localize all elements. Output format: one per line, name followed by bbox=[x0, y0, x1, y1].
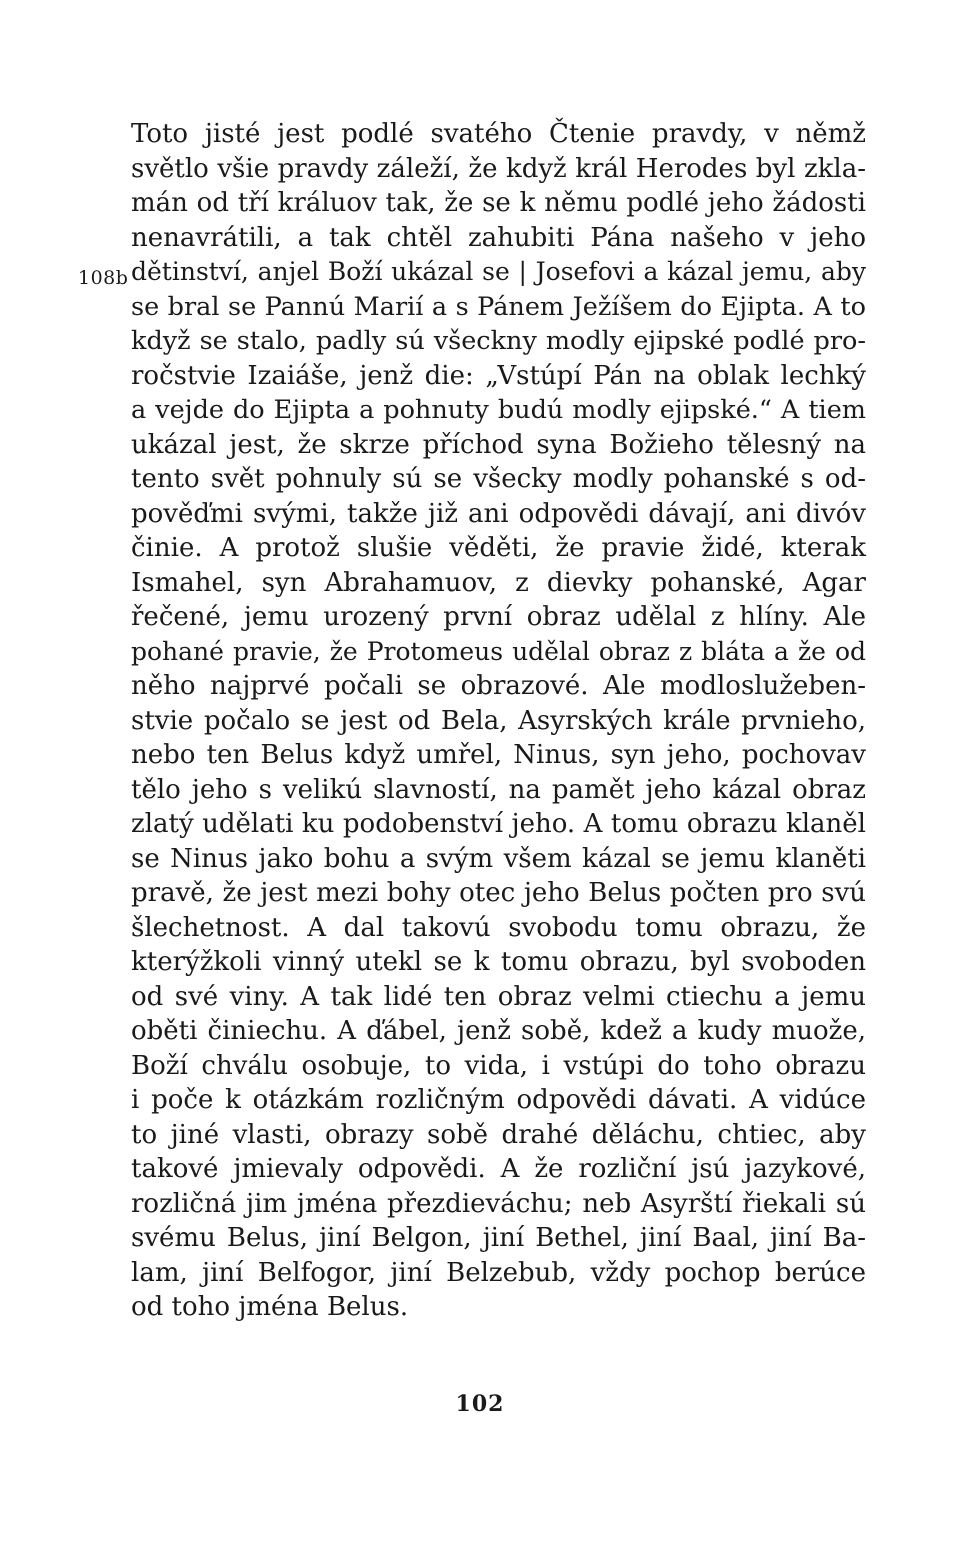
text-line: takové jmievaly odpovědi. A že rozliční jsú jazykové, bbox=[131, 1154, 866, 1184]
text-line: rozličná jim jména přezdieváchu; neb Asyrští řiekali sú bbox=[131, 1188, 866, 1219]
text-line: od toho jména Belus. bbox=[131, 1292, 409, 1322]
text-line: pohané pravie, že Protomeus udělal obraz z bláta a že od bbox=[131, 636, 866, 666]
text-line: tělo jeho s velikú slavností, na pamět jeho kázal obraz bbox=[131, 774, 866, 805]
text-line: ročstvie Izaiáše, jenž die: „Vstúpí Pán na oblak lechký bbox=[131, 360, 866, 391]
text-line: Boží chválu osobuje, to vida, i vstúpi do toho obrazu bbox=[131, 1050, 866, 1081]
text-line: něho najprvé počali se obrazové. Ale modloslužeben- bbox=[131, 671, 866, 701]
text-line: svému Belus, jiní Belgon, jiní Bethel, jiní Baal, jiní Ba- bbox=[131, 1223, 866, 1253]
text-line: Toto jisté jest podlé svatého Čtenie pravdy, v němž bbox=[131, 119, 866, 149]
text-line: tento svět pohnuly sú se všecky modly pohanské s od- bbox=[131, 464, 866, 494]
margin-folio-note: 108b bbox=[78, 267, 129, 289]
text-line: Ismahel, syn Abrahamuov, z dievky pohanské, Agar bbox=[131, 567, 866, 598]
text-line: nebo ten Belus když umřel, Ninus, syn jeho, pochovav bbox=[131, 740, 866, 770]
text-line: stvie počalo se jest od Bela, Asyrských krále prvnieho, bbox=[131, 705, 866, 736]
body-text bbox=[131, 117, 866, 1325]
text-line: šlechetnost. A dal takovú svobodu tomu obrazu, že bbox=[131, 912, 866, 943]
text-line: se bral se Pannú Marií a s Pánem Ježíšem do Ejipta. A to bbox=[131, 291, 866, 322]
text-line: světlo všie pravdy záleží, že když král Herodes byl zkla- bbox=[131, 153, 866, 184]
text-line: mán od tří králuov tak, že se k němu podlé jeho žádosti bbox=[131, 188, 866, 218]
text-line: i poče k otázkám rozličným odpovědi dávati. A vidúce bbox=[131, 1085, 866, 1115]
text-line: zlatý udělati ku podobenství jeho. A tomu obrazu klaněl bbox=[131, 809, 866, 839]
text-line: nenavrátili, a tak chtěl zahubiti Pána našeho v jeho bbox=[131, 222, 866, 253]
text-line: od své viny. A tak lidé ten obraz velmi ctiechu a jemu bbox=[131, 981, 866, 1012]
text-line: a vejde do Ejipta a pohnuty budú modly ejipské.“ A tiem bbox=[131, 395, 866, 425]
text-line: činie. A protož slušie věděti, že pravie židé, kterak bbox=[131, 533, 866, 563]
text-line: pravě, že jest mezi bohy otec jeho Belus počten pro svú bbox=[131, 878, 866, 908]
text-line: ukázal jest, že skrze příchod syna Božieho tělesný na bbox=[131, 429, 866, 460]
text-line: dětinství, anjel Boží ukázal se | Josefovi a kázal jemu, aby bbox=[131, 257, 866, 286]
text-line: řečené, jemu urozený první obraz udělal z hlíny. Ale bbox=[131, 602, 866, 632]
page-number: 102 bbox=[455, 1391, 505, 1417]
text-line: když se stalo, padly sú všeckny modly ejipské podlé pro- bbox=[131, 326, 866, 356]
text-line: to jiné vlasti, obrazy sobě drahé děláchu, chtiec, aby bbox=[131, 1119, 866, 1150]
text-line: oběti činiechu. A ďábel, jenž sobě, kdež a kudy muože, bbox=[131, 1016, 866, 1046]
text-line: pověďmi svými, takže již ani odpovědi dávají, ani divóv bbox=[131, 498, 866, 529]
text-line: lam, jiní Belfogor, jiní Belzebub, vždy pochop berúce bbox=[131, 1257, 866, 1288]
text-line: se Ninus jako bohu a svým všem kázal se jemu klaněti bbox=[131, 843, 866, 874]
text-line: kterýžkoli vinný utekl se k tomu obrazu, byl svoboden bbox=[131, 947, 866, 977]
